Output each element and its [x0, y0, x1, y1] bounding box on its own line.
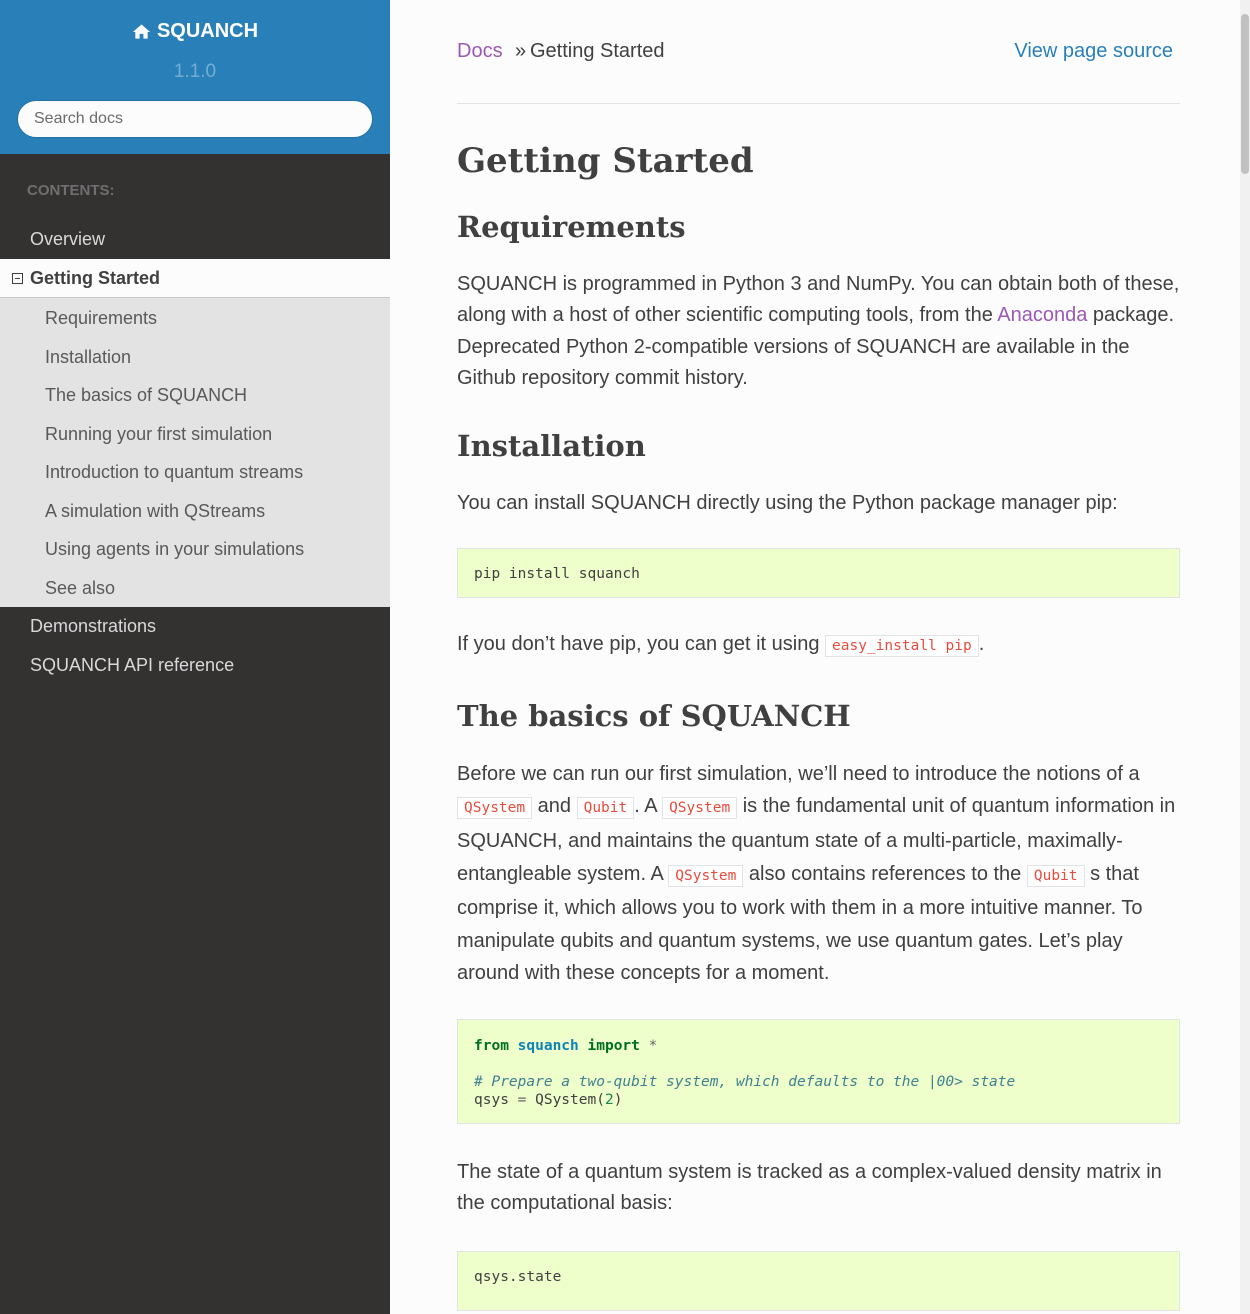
version-label: 1.1.0: [173, 61, 217, 82]
nav-subitem-see-also[interactable]: See also: [45, 577, 116, 598]
installation-paragraph: You can install SQUANCH directly using the Python package manager pip:: [457, 492, 1118, 515]
nav-subitem-first-simulation[interactable]: Running your first simulation: [45, 423, 273, 444]
code-block-import: from squanch import * # Prepare a two-qubit system, which defaults to the |00> state qsys = QSystem(2): [457, 1019, 1180, 1124]
nav-subitem-qstreams-simulation[interactable]: A simulation with QStreams: [45, 500, 266, 521]
inline-code-easy-install: easy_install pip: [825, 635, 979, 657]
scrollbar[interactable]: [1240, 0, 1250, 1314]
nav-caption: CONTENTS:: [27, 182, 115, 199]
main-content: [457, 0, 1180, 1311]
sidebar: [0, 0, 390, 1314]
inline-code-qubit: Qubit: [1027, 865, 1085, 887]
collapse-icon[interactable]: [12, 273, 23, 284]
breadcrumb: [457, 0, 1180, 104]
nav-subitem-quantum-streams[interactable]: Introduction to quantum streams: [45, 462, 304, 482]
home-icon: [132, 23, 151, 40]
requirements-paragraph: SQUANCH is programmed in Python 3 and NumPy. You can obtain both of these, along with a host of other scientific computing tools, from the Anaconda package. Deprecated Python 2-compatible versions of SQUANCH are available in the Github repository commit history.: [457, 273, 1180, 389]
nav-item-api-reference[interactable]: SQUANCH API reference: [30, 655, 235, 675]
heading-installation: Installation: [457, 429, 646, 464]
inline-code-qubit: Qubit: [577, 797, 635, 819]
nav-sublist: [0, 298, 390, 607]
view-source-link[interactable]: View page source: [1014, 40, 1173, 62]
breadcrumb-current: Getting Started: [530, 40, 665, 62]
inline-code-qsystem: QSystem: [662, 797, 737, 819]
scrollbar-thumb[interactable]: [1241, 14, 1249, 174]
breadcrumb-separator: »: [515, 40, 527, 62]
pip-paragraph: If you don’t have pip, you can get it using easy_install pip .: [457, 633, 985, 656]
heading-basics: The basics of SQUANCH: [457, 698, 851, 733]
inline-code-qsystem: QSystem: [668, 865, 743, 887]
state-paragraph: The state of a quantum system is tracked as a complex-valued density matrix in the computational basis:: [457, 1160, 1162, 1215]
code-block-pip: pip install squanch: [457, 548, 1180, 598]
code-block-state: qsys.state: [457, 1251, 1180, 1311]
nav-subitem-agents[interactable]: Using agents in your simulations: [45, 539, 305, 559]
nav-subitem-installation[interactable]: Installation: [45, 346, 132, 367]
page-title: Getting Started: [457, 141, 754, 181]
search-input[interactable]: [17, 100, 373, 138]
basics-paragraph: Before we can run our first simulation, we’ll need to introduce the notions of a QSystem and Qubit . A QSystem is the fundamental unit of quantum information in SQUANCH, and maintains the quantum state of a multi-particle, maximally-entangleable system. A QSystem also contains references to the Qubit s that comprise it, which allows you to work with them in a more intuitive manner. To manipulate qubits and quantum systems, we use quantum gates. Let’s play around with these concepts for a moment.: [457, 762, 1176, 985]
nav-item-label: Getting Started: [30, 268, 161, 288]
nav-item-demonstrations[interactable]: Demonstrations: [30, 616, 157, 636]
heading-requirements: Requirements: [457, 210, 686, 244]
nav-subitem-requirements[interactable]: Requirements: [45, 308, 158, 328]
nav-subitem-basics[interactable]: The basics of SQUANCH: [45, 385, 248, 405]
sidebar-header: [0, 0, 390, 154]
nav-item-getting-started[interactable]: [0, 259, 390, 298]
nav-item-overview[interactable]: Overview: [30, 229, 106, 249]
anaconda-link[interactable]: Anaconda: [997, 304, 1088, 327]
breadcrumb-docs-link[interactable]: Docs: [457, 40, 503, 62]
inline-code-qsystem: QSystem: [457, 797, 532, 819]
brand-name: SQUANCH: [156, 20, 259, 42]
brand-link[interactable]: [132, 20, 258, 43]
